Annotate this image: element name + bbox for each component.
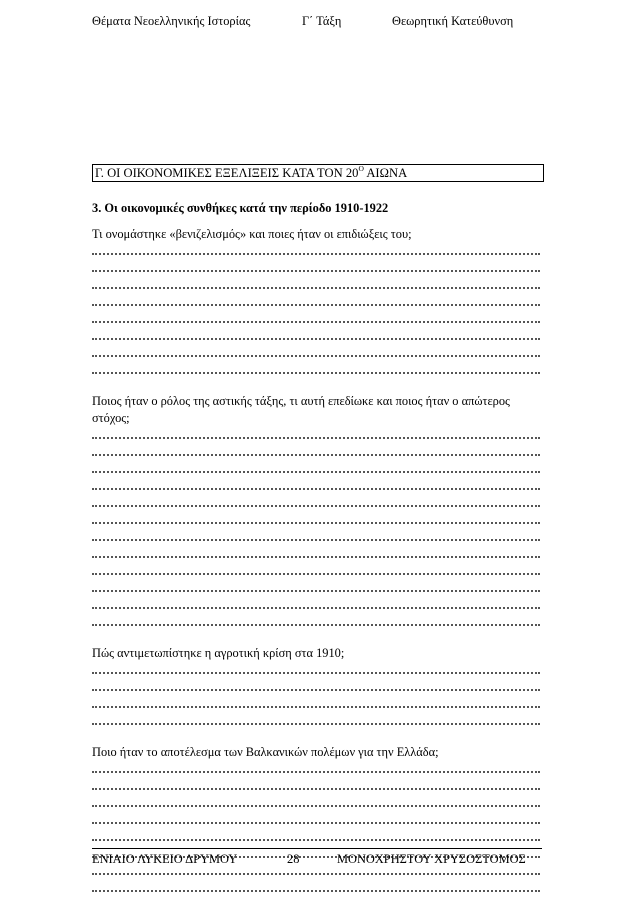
- answer-line[interactable]: [92, 756, 540, 773]
- answer-line[interactable]: [92, 575, 540, 592]
- answer-line[interactable]: [92, 541, 540, 558]
- section-title-end: ΑΙΩΝΑ: [363, 166, 408, 180]
- answer-line[interactable]: [92, 306, 540, 323]
- answer-line[interactable]: [92, 357, 540, 374]
- answer-line[interactable]: [92, 473, 540, 490]
- answer-line[interactable]: [92, 524, 540, 541]
- section-title-box: [92, 164, 544, 182]
- header-subject: Θέματα Νεοελληνικής Ιστορίας: [92, 14, 251, 28]
- section-title-superscript: Ο: [358, 164, 364, 173]
- header-track: Θεωρητική Κατεύθυνση: [392, 14, 514, 28]
- answer-line[interactable]: [92, 807, 540, 824]
- answer-line[interactable]: [92, 490, 540, 507]
- question-block: [92, 226, 540, 379]
- page-footer: [92, 848, 542, 869]
- header-grade: Γ΄ Τάξη: [302, 14, 342, 28]
- question-text: Τι ονομάστηκε «βενιζελισμός» και ποιες ήταν οι επιδιώξεις του;: [92, 227, 412, 241]
- question-text: Ποιο ήταν το αποτέλεσμα των Βαλκανικών πολέμων για την Ελλάδα;: [92, 745, 439, 759]
- answer-line[interactable]: [92, 609, 540, 626]
- page-header: [92, 14, 542, 34]
- answer-line[interactable]: [92, 456, 540, 473]
- answer-line[interactable]: [92, 422, 540, 439]
- question-block: [92, 645, 540, 730]
- question-text: Πώς αντιμετωπίστηκε η αγροτική κρίση στα 1910;: [92, 646, 345, 660]
- question-block: [92, 393, 540, 631]
- question-text: Ποιος ήταν ο ρόλος της αστικής τάξης, τι αυτή επεδίωκε και ποιος ήταν ο απώτερος στόχος;: [92, 394, 510, 425]
- answer-line[interactable]: [92, 875, 540, 892]
- answer-line[interactable]: [92, 674, 540, 691]
- section-title: Γ. ΟΙ ΟΙΚΟΝΟΜΙΚΕΣ ΕΞΕΛΙΞΕΙΣ ΚΑΤΑ ΤΟΝ 20: [95, 166, 359, 180]
- question-block: [92, 744, 540, 897]
- footer-school: ΕΝΙΑΙΟ ΛΥΚΕΙΟ ΔΡΥΜΟΥ: [92, 852, 238, 866]
- answer-line[interactable]: [92, 272, 540, 289]
- unit-subtitle: 3. Οι οικονομικές συνθήκες κατά την περίοδο 1910-1922: [92, 201, 389, 215]
- answer-line[interactable]: [92, 507, 540, 524]
- answer-line[interactable]: [92, 824, 540, 841]
- answer-line[interactable]: [92, 340, 540, 357]
- answer-line[interactable]: [92, 657, 540, 674]
- footer-page-number: 28: [287, 852, 300, 866]
- answer-line[interactable]: [92, 790, 540, 807]
- answer-line[interactable]: [92, 323, 540, 340]
- answer-line[interactable]: [92, 773, 540, 790]
- answer-line[interactable]: [92, 439, 540, 456]
- answer-line[interactable]: [92, 691, 540, 708]
- answer-line[interactable]: [92, 558, 540, 575]
- answer-line[interactable]: [92, 592, 540, 609]
- answer-line[interactable]: [92, 289, 540, 306]
- answer-line[interactable]: [92, 238, 540, 255]
- question-list: [92, 226, 540, 897]
- answer-line[interactable]: [92, 255, 540, 272]
- footer-author: ΜΟΝΟΧΡΗΣΤΟΥ ΧΡΥΣΟΣΤΟΜΟΣ: [337, 852, 526, 866]
- worksheet-content: [92, 200, 540, 911]
- answer-line[interactable]: [92, 708, 540, 725]
